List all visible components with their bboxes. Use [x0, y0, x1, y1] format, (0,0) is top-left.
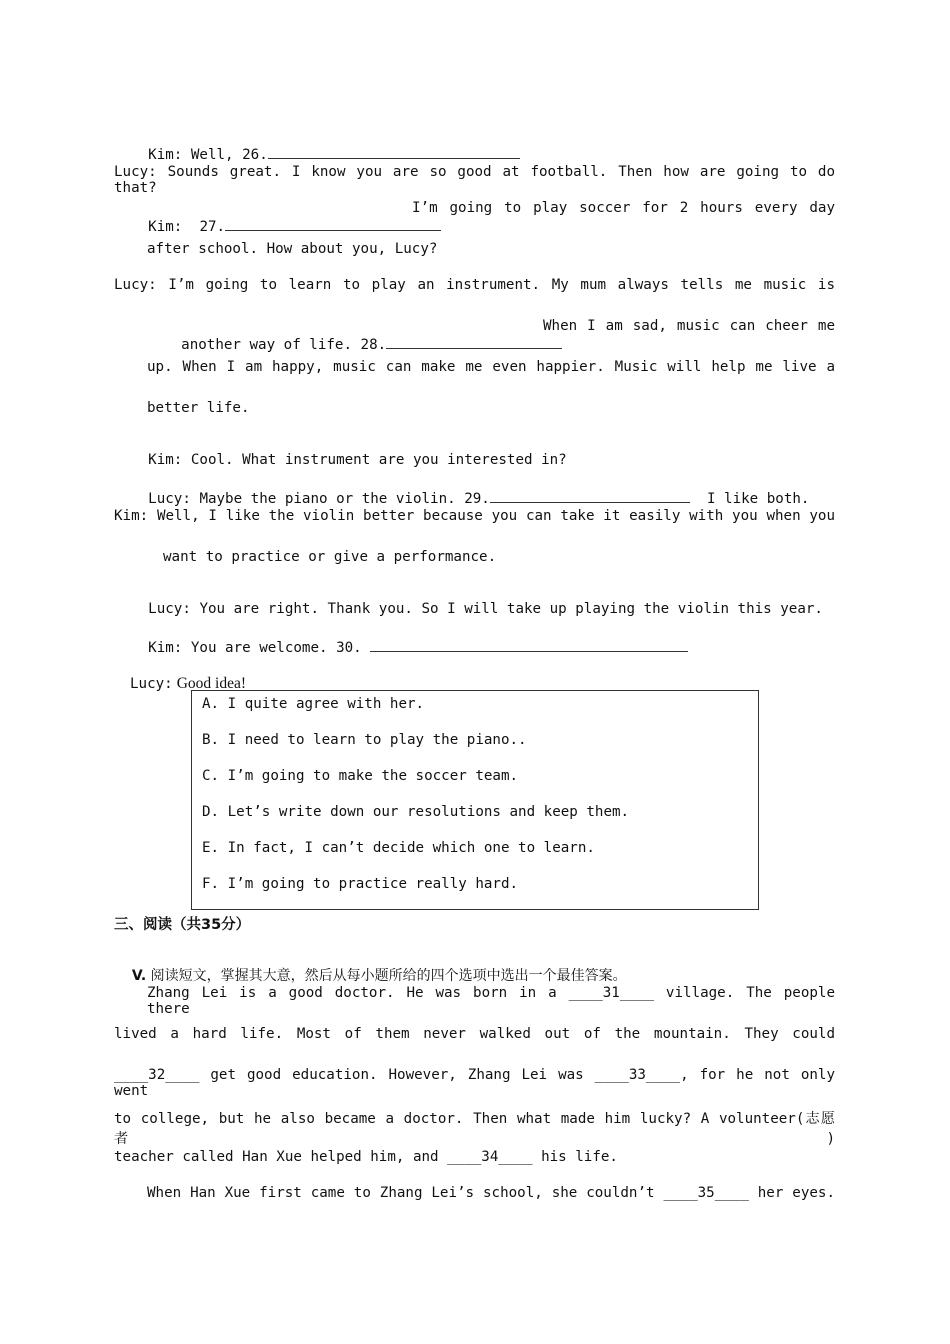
- speaker-lucy: Lucy:: [148, 491, 191, 507]
- dialogue-line: [114, 164, 835, 196]
- instruction-number: V.: [131, 968, 147, 984]
- passage-line: Zhang Lei is a good doctor. He was born in a ____31____ village. The people there: [147, 985, 835, 1017]
- dialogue-text: another way of life. 28.: [181, 337, 387, 353]
- dialogue-text: You are welcome. 30.: [190, 640, 362, 656]
- question-number: 27.: [199, 219, 226, 235]
- section-title: 三、阅读（共35分）: [114, 917, 251, 933]
- dialogue-line: [114, 277, 835, 293]
- dialogue-text: I’m going to learn to play an instrument. My mum always tells me music is: [168, 277, 835, 293]
- passage-line: lived a hard life. Most of them never walked out of the mountain. They could: [114, 1026, 835, 1042]
- answer-blank-27[interactable]: [225, 216, 441, 231]
- dialogue-text: Well, 26.: [190, 147, 268, 163]
- dialogue-continuation: better life.: [147, 400, 250, 416]
- option-e: E. In fact, I can’t decide which one to learn.: [202, 840, 595, 856]
- option-c: C. I’m going to make the soccer team.: [202, 768, 519, 784]
- dialogue-continuation: want to practice or give a performance.: [163, 549, 497, 565]
- dialogue-text: Sounds great. I know you are so good at football. Then how are going to do that?: [114, 164, 836, 196]
- dialogue-text: Good idea!: [176, 675, 247, 692]
- speaker-lucy: Lucy:: [114, 164, 157, 180]
- speaker-kim: Kim:: [148, 640, 183, 656]
- dialogue-text: When I am sad, music can cheer me: [543, 318, 835, 334]
- dialogue-text: I’m going to play soccer for 2 hours every day: [412, 200, 835, 216]
- speaker-kim: Kim:: [114, 508, 149, 524]
- speaker-lucy: Lucy:: [130, 676, 173, 692]
- dialogue-continuation: after school. How about you, Lucy?: [147, 241, 438, 257]
- speaker-kim: Kim:: [148, 147, 183, 163]
- dialogue-continuation: up. When I am happy, music can make me even happier. Music will help me live a: [147, 359, 835, 375]
- speaker-lucy: Lucy:: [114, 277, 157, 293]
- speaker-kim: Kim:: [148, 452, 183, 468]
- option-a: A. I quite agree with her.: [202, 696, 425, 712]
- dialogue-text: Cool. What instrument are you interested in?: [190, 452, 567, 468]
- answer-blank-28[interactable]: [386, 334, 562, 349]
- dialogue-text: Well, I like the violin better because you can take it easily with you when you: [156, 508, 835, 524]
- passage-line: teacher called Han Xue helped him, and ____34____ his life.: [114, 1149, 618, 1165]
- answer-blank-29[interactable]: [490, 488, 690, 503]
- options-box: [191, 690, 759, 910]
- speaker-lucy: Lucy:: [148, 601, 191, 617]
- option-f: F. I’m going to practice really hard.: [202, 876, 519, 892]
- dialogue-line: [114, 508, 835, 524]
- instruction-text: 阅读短文，掌握其大意，然后从每小题所给的四个选项中选出一个最佳答案。: [150, 968, 627, 984]
- option-d: D. Let’s write down our resolutions and keep them.: [202, 804, 630, 820]
- option-b: B. I need to learn to play the piano..: [202, 732, 527, 748]
- passage-line: ____32____ get good education. However, Zhang Lei was ____33____, for he not only went: [114, 1067, 835, 1099]
- answer-blank-26[interactable]: [268, 144, 520, 159]
- dialogue-text: Maybe the piano or the violin. 29.: [199, 491, 490, 507]
- dialogue-text: I like both.: [706, 491, 810, 507]
- answer-blank-30[interactable]: [370, 637, 688, 652]
- speaker-kim: Kim:: [148, 219, 183, 235]
- passage-line: to college, but he also became a doctor. Then what made him lucky? A volunteer(志愿者): [114, 1111, 835, 1147]
- passage-line: When Han Xue first came to Zhang Lei’s school, she couldn’t ____35____ her eyes.: [147, 1185, 835, 1201]
- dialogue-text: You are right. Thank you. So I will take up playing the violin this year.: [199, 601, 823, 617]
